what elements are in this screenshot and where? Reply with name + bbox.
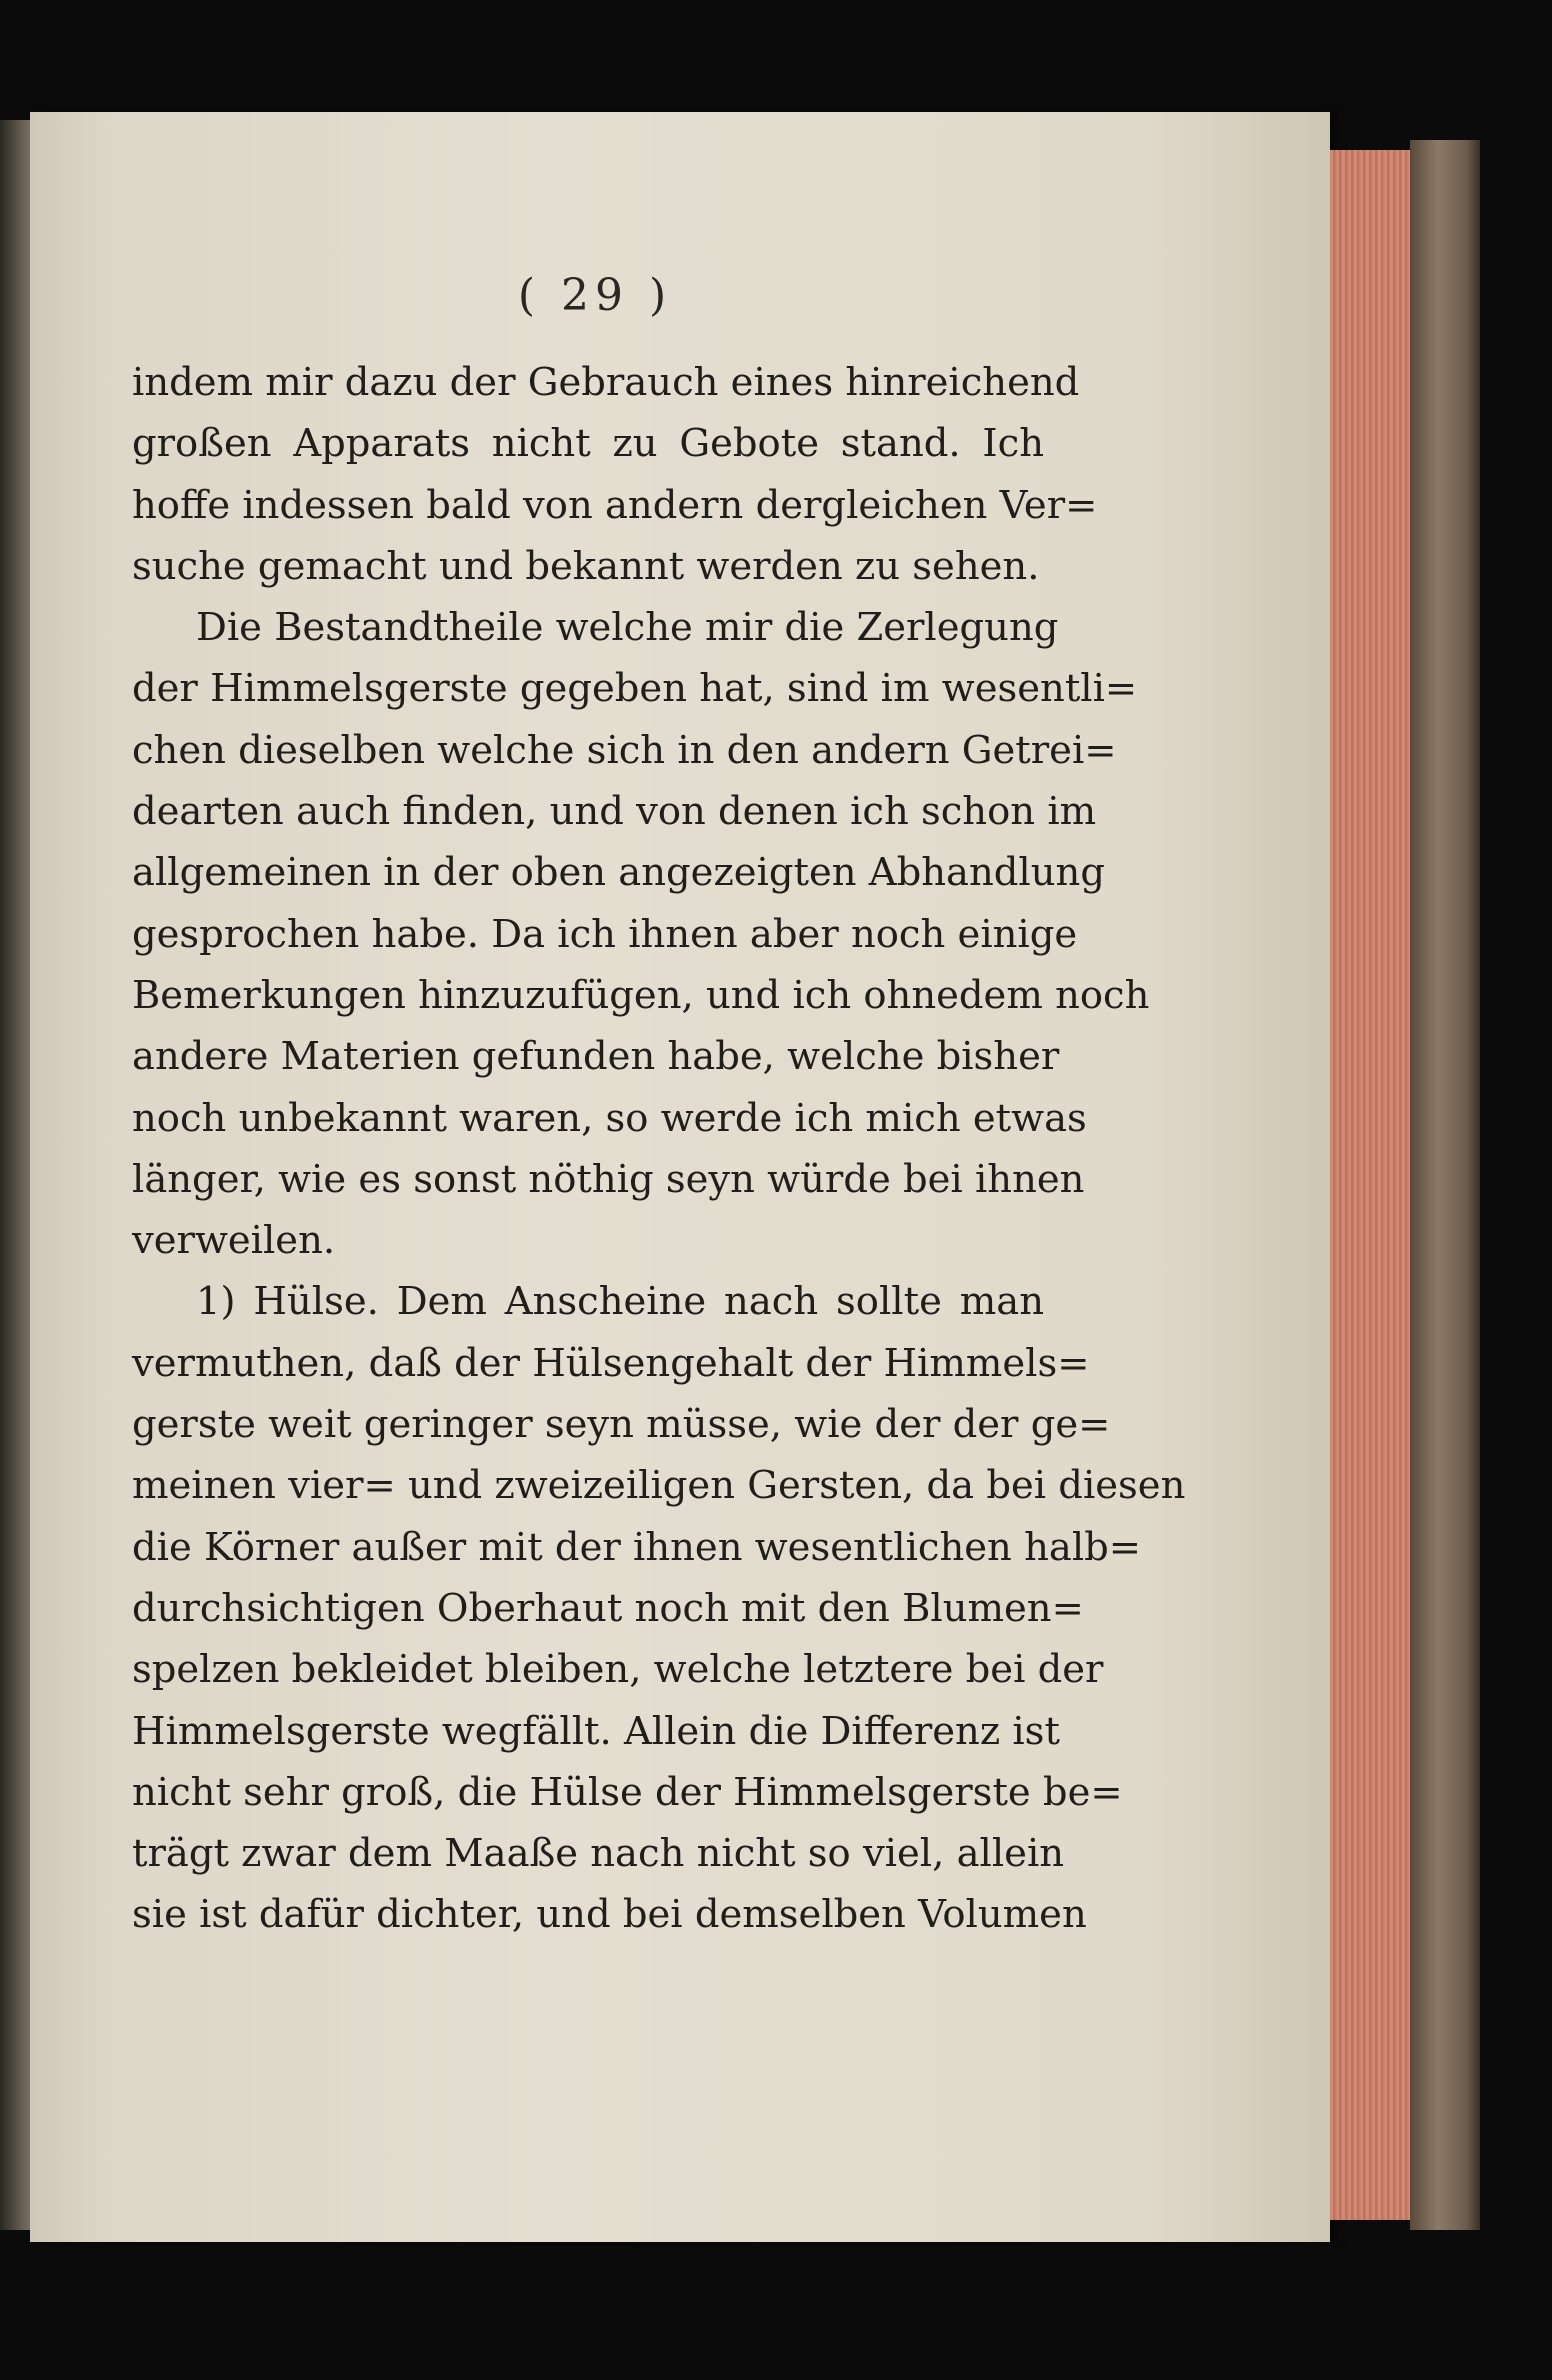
text-line: Die Bestandtheile welche mir die Zerlegung bbox=[196, 605, 1059, 651]
book-cover-edge bbox=[1410, 140, 1480, 2230]
background-shadow bbox=[1480, 0, 1552, 2380]
text-line: spelzen bekleidet bleiben, welche letztere bei der bbox=[132, 1647, 1104, 1693]
page-number: ( 29 ) bbox=[517, 270, 673, 321]
text-line: länger, wie es sonst nöthig seyn würde bei ihnen bbox=[132, 1156, 1085, 1202]
text-line: die Körner außer mit der ihnen wesentlichen halb= bbox=[132, 1524, 1142, 1570]
text-line: Bemerkungen hinzuzufügen, und ich ohnedem noch bbox=[132, 972, 1150, 1018]
text-line: 1) Hülse. Dem Anscheine nach sollte man bbox=[196, 1279, 1044, 1325]
text-line: gerste weit geringer seyn müsse, wie der der ge= bbox=[132, 1402, 1111, 1448]
body-text bbox=[132, 352, 1186, 1946]
text-line: gesprochen habe. Da ich ihnen aber noch einige bbox=[132, 911, 1078, 957]
text-line: dearten auch finden, und von denen ich schon im bbox=[132, 789, 1097, 835]
text-line: der Himmelsgerste gegeben hat, sind im wesentli= bbox=[132, 666, 1138, 712]
text-line: indem mir dazu der Gebrauch eines hinreichend bbox=[132, 360, 1080, 405]
text-line: durchsichtigen Oberhaut noch mit den Blumen= bbox=[132, 1585, 1084, 1631]
text-line: Himmelsgerste wegfällt. Allein die Differenz ist bbox=[132, 1708, 1060, 1754]
text-line: noch unbekannt waren, so werde ich mich etwas bbox=[132, 1095, 1087, 1141]
text-line: trägt zwar dem Maaße nach nicht so viel, allein bbox=[132, 1831, 1065, 1877]
text-line: vermuthen, daß der Hülsengehalt der Himmels= bbox=[132, 1340, 1090, 1386]
text-line: andere Materien gefunden habe, welche bisher bbox=[132, 1034, 1060, 1080]
text-line: hoffe indessen bald von andern dergleichen Ver= bbox=[132, 482, 1098, 528]
text-line: meinen vier= und zweizeiligen Gersten, da bei diesen bbox=[132, 1463, 1186, 1509]
text-line: verweilen. bbox=[132, 1218, 336, 1264]
text-line: allgemeinen in der oben angezeigten Abhandlung bbox=[132, 850, 1105, 896]
text-line: sie ist dafür dichter, und bei demselben Volumen bbox=[132, 1892, 1087, 1938]
text-line: großen Apparats nicht zu Gebote stand. Ich bbox=[132, 421, 1044, 467]
text-line: chen dieselben welche sich in den andern Getrei= bbox=[132, 727, 1117, 773]
text-line: suche gemacht und bekannt werden zu sehen. bbox=[132, 543, 1040, 589]
page-edges-red bbox=[1330, 150, 1410, 2220]
text-line: nicht sehr groß, die Hülse der Himmelsgerste be= bbox=[132, 1769, 1123, 1815]
